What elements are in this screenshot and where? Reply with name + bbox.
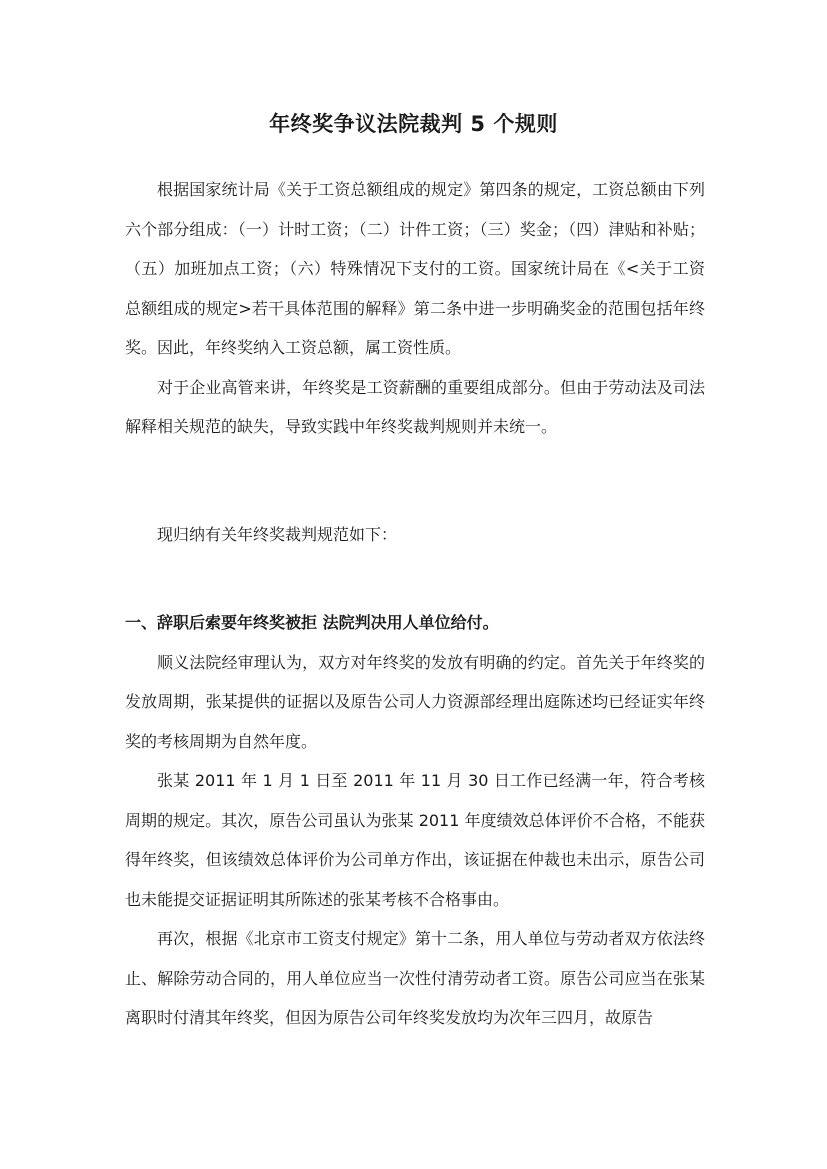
intro-paragraph: 对于企业高管来讲，年终奖是工资薪酬的重要组成部分。但由于劳动法及司法解释相关规范的缺失，导致实践中年终奖裁判规则并未统一。: [125, 377, 705, 436]
section-1-paragraph: 顺义法院经审理认为，双方对年终奖的发放有明确的约定。首先关于年终奖的发放周期，张某提供的证据以及原告公司人力资源部经理出庭陈述均已经证实年终奖的考核周期为自然年度。: [125, 652, 705, 751]
summary-section: [125, 515, 705, 555]
section-1: [125, 603, 705, 1038]
document-title: 年终奖争议法院裁判 5 个规则: [269, 112, 558, 136]
summary-line: 现归纳有关年终奖裁判规范如下：: [157, 525, 398, 544]
section-1-paragraph: 再次，根据《北京市工资支付规定》第十二条，用人单位与劳动者双方依法终止、解除劳动合同的，用人单位应当一次性付清劳动者工资。原告公司应当在张某离职时付清其年终奖，但因为原告公司年终奖发放均为次年三四月，故原告: [125, 929, 705, 1027]
section-1-heading: 一、辞职后索要年终奖被拒 法院判决用人单位给付。: [125, 613, 499, 632]
section-1-paragraph: 张某 2011 年 1 月 1 日至 2011 年 11 月 30 日工作已经满一年，符合考核周期的规定。其次，原告公司虽认为张某 2011 年度绩效总体评价不合格，不能获得年终奖，但该绩效总体评价为公司单方作出，该证据在仲裁也未出示，原告公司也未能提交证据证明其所陈述的张某考核不合格事由。: [125, 771, 705, 909]
intro-paragraph: 根据国家统计局《关于工资总额组成的规定》第四条的规定，工资总额由下列六个部分组成：（一）计时工资；（二）计件工资；（三）奖金；（四）津贴和补贴；（五）加班加点工资；（六）特殊情况下支付的工资。国家统计局在《<关于工资总额组成的规定>若干具体范围的解释》第二条中进一步明确奖金的范围包括年终奖。因此，年终奖纳入工资总额，属工资性质。: [125, 180, 705, 357]
intro-section: [125, 170, 705, 447]
